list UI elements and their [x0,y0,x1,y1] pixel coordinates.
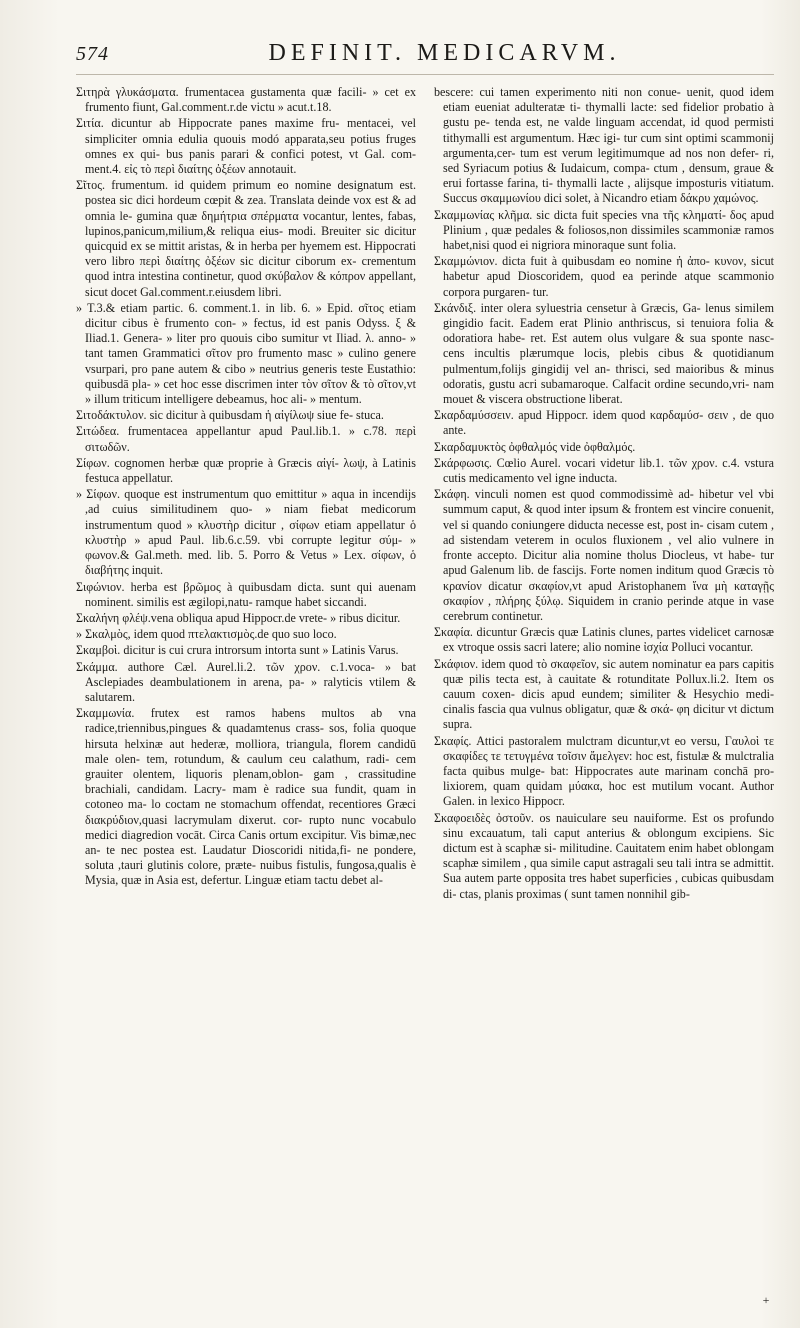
right-column [434,85,774,903]
dictionary-entry: Σκαμβοὶ. dicitur is cui crura introrsum intorta sunt » Latinis Varus. [76,643,399,658]
dictionary-entry: Σιτοδάκτυλον. sic dicitur à quibusdam ἡ αἰγίλωψ siue fe- stuca. [76,408,384,423]
dictionary-entry: Σιτώδεα. frumentacea appellantur apud Paul.lib.1. » c.78. περὶ σιτωδῶν. [76,424,416,454]
dictionary-entry: bescere: cui tamen experimento niti non conue- uenit, quod idem etiam eueniat adulteratæ ti- thymalli lacte: sed fidelior probatio à gustu pe- tenda est, ne valde linguam accendat, id quod permisti tithymalli est argumentum. Hæc igi- tur cum sint optimi scammonij argumenta,cer- tum est verum legitimumque ad nos non defer- ri, sed Syriacum potius & Iudaicum, compa- ctum , densum, graue & erui fortasse farina, ti- thymalli lacte , alijsque imposturis vitiatum. Succus σκαμμωνίου dici solet, à Nicandro etiam δάκρυ χαμώνος. [434,85,774,206]
dictionary-entry: Σκαμμωνία. frutex est ramos habens multos ab vna radice,triennibus,pingues & quadamtenus crass- sos, folia quoque hirsuta helxinæ aut hederæ, molliora, triangula, florem candidū male olen- tem, rotundum, & caulum ceu calathum, radi- cem grauiter olentem, liquoris plenam,oblon- gam , crassitudine brachiali, candidam. Lacry- mam è radice sua fundit, quam in cotoneo ma- lo coctam ne stomachum offendat, recentiores Græci διακρύδιον,quasi lacrymulam dixerut. cor- rupto nunc vocabulo medici diagredion vocāt. Circa Canis ortum excipitur. Vis bimæ,nec an- te nec postea est. Laudatur Dioscoridi nitida,fi- ne pondere, soluta ,tauri glutinis colore, præte- nuibus fistulis, fungosa,qualis è Mysia, quæ in Asia est, defertur. Linguæ etiam tactu debet al- [76,706,416,888]
dictionary-entry: Σκαμμώνιον. dicta fuit à quibusdam eo nomine ἡ ἀπο- κυνον, sicut habetur apud Dioscoridem, quod ea perinde atque scammonio corpora purgaren- tur. [434,254,774,299]
dictionary-entry: Σκαφία. dicuntur Græcis quæ Latinis clunes, partes videlicet carnosæ ex vtroque ossis sacri latere; alio nomine ἰσχία Polluci vocantur. [434,625,774,655]
dictionary-entry: Σίφων. cognomen herbæ quæ proprie à Græcis αἰγί- λωψ, à Latinis festuca appellatur. [76,455,416,486]
dictionary-entry: Σκάμμα. authore Cæl. Aurel.li.2. τῶν χρον. c.1.voca- » bat Asclepiades deambulationem in arena, pa- » ralyticis vtilem & salutarem. [76,659,416,704]
dictionary-entry: Σιφώνιον. herba est βρῶμος à quibusdam dicta. sunt qui auenam nominent. similis est ægilopi,natu- ramque habet siccandi. [76,579,416,609]
dictionary-entry: » Σίφων. quoque est instrumentum quo emittitur » aqua in incendijs ,ad cuius similitudinem quo- » niam fiebat medicorum instrumentum quod » κλυστὴρ dicitur , σίφων etiam appellatur ὁ κλυστὴρ » apud Paul. lib.6.c.59. vbi corrupte legitur σύμ- » φωνον.& Gal.meth. med. lib. 5. Porro & Vetus » Lex. σίφων, ὁ διαβήτης inquit. [76,487,416,578]
page-header [76,40,774,75]
dictionary-entry: Σκάφιον. idem quod τὸ σκαφεῖον, sic autem nominatur ea pars capitis quæ pilis tecta est, à cauitate & rotunditate Pollux.li.2. Item os cauum coxen- dicis apud eundem; similiter & Hesychio medi- cinalis fascia qua vulnus obligatur, quæ & σκά- φη dicitur vt dictum supra. [434,656,774,732]
text-columns [76,85,774,903]
catchword: + [761,1293,770,1307]
dictionary-entry: Σκαρδαμυκτὸς ὀφθαλμός vide ὀφθαλμός. [434,439,636,454]
page-number: 574 [76,43,109,65]
dictionary-entry: Σιτηρὰ γλυκάσματα. frumentacea gustamenta quæ facili- » cet ex frumento fiunt, Gal.comment.r.de victu » acut.t.18. [76,85,416,115]
dictionary-entry: Σκαφοειδὲς ὀστοῦν. os nauiculare seu nauiforme. Est os profundo sinu excauatum, tali caput anterius & oblongum excipiens. Sic dictum est à scaphæ si- militudine. Cauitatem enim habet oblongam scaphæ similem , qua simile caput astragali seu tali intra se admittit. Sua autem parte opposita tres habet superficies , cubicas quibusdam di- ctas, planis proximas ( sunt tamen nonnihil gib- [434,810,774,901]
dictionary-entry: Σκαλήνη φλέψ.vena obliqua apud Hippocr.de vrete- » ribus dicitur. [76,610,401,625]
dictionary-entry: Σκαμμωνίας κλῆμα. sic dicta fuit species vna τῆς κληματί- δος apud Plinium , quæ pedales & foliosos,non dissimiles scammoniæ ramos habet,nisi quod ei nigriora minoraque sunt folia. [434,207,774,253]
dictionary-entry: Σιτία. dicuntur ab Hippocrate panes maxime fru- mentacei, vel simpliciter omnia edulia quouis modó apparata,seu potius fruges omnes ex qui- bus panis parari & confici potest, vt Gal. com- ment.4. εἰς τὸ περὶ διαίτης ὀξέων annotauit. [76,116,416,177]
dictionary-entry: Σκάφη. vinculi nomen est quod commodissimè ad- hibetur vel vbi summum caput, & quod inter ipsum & frontem est vincire conuenit, vel si quando coniungere diducta necesse est, post in- cisam cutem , ad sistendam veterem in oculos fluxionem , vel alio vulnere in fronte accepto. Dicitur alia nomine tholus Diocleus, vt habe- tur apud Galenum lib. de fascijs. Forte nomen inditum quod Græcis τὸ κρανίον dicatur σκαφίον,vt apud Aristophanem ἵνα μὴ καταγῇς σκαφίον , πλήρης ξύλῳ. Siquidem in cranio perinde atque in vase cerebrum continetur. [434,487,774,623]
dictionary-entry: » T.3.& etiam partic. 6. comment.1. in lib. 6. » Epid. σῖτος etiam dicitur cibus è frumento con- » fectus, id est panis Odyss. ξ & Iliad.1. Genera- » liter pro quouis cibo sumitur vt Iliad. λ. anno- » tant tamen Grammatici σῖτον pro frumento masc » culino genere vsurpari, pro pane autem & cibo » neutrius generis teste Eustathio: quibusdā pla- » cet hoc esse discrimen inter τὸν σῖτον & τὸ σῖτον,vt » illum triticum intelligere debeamus, hoc ali- » mentum. [76,300,416,407]
dictionary-entry: » Σκαλμὸς, idem quod πτελακτισμὸς.de quo suo loco. [76,627,337,642]
dictionary-entry: Σκάρφωσις. Cœlio Aurel. vocari videtur lib.1. τῶν χρον. c.4. vstura cutis medicamento vel igne inducta. [434,455,774,486]
running-title: DEFINIT. MEDICARVM. [268,40,621,66]
dictionary-entry: Σκάνδιξ. inter olera syluestria censetur à Græcis, Ga- lenus similem gingidio facit. Eadem erat Plinio anthriscus, si tenuiora folia & odoratiora habe- ret. Est autem olus vulgare & sua sponte nasc- cens incultis plærumque locis, plebis cibus & quotidianum pulmentum,folijs gingidij vel an- thrisci, sed maioribus & minus odoratis, gustu acri subamaroque. Calfacit ordine secundo,vri- nam mouet & viscera obstructione liberat. [434,300,774,407]
dictionary-entry: Σῖτος. frumentum. id quidem primum eo nomine designatum est. postea sic dici hordeum cœpit & zea. Translata deinde vox est & ad omnia le- gumina quæ δημήτρια σπέρματα vocantur, lentes, fabas, lupinos,panicum,milium,& reliqua eius- modi. Breuiter sic dicitur quicquid ex se mittit aristas, & in herba per hyemem est. Hippocrati vero libro περὶ διαίτης ὀξέων sic dicitur ciborum ex- crementum quod intra intestina continetur, quod σκύβαλον & κόπρον appellant, sicut docet Gal.comment.r.eiusdem libri. [76,178,416,299]
dictionary-entry: Σκαρδαμύσσειν. apud Hippocr. idem quod καρδαμύσ- σειν , de quo ante. [434,408,774,438]
left-column [76,85,416,903]
dictionary-entry: Σκαφίς. Attici pastoralem mulctram dicuntur,vt eo versu, Γαυλοὶ τε σκαφίδες τε τετυγμένα τοῖσιν ἄμελγεν: hoc est, fistulæ & mulctralia facta quibus mulge- bat: Hippocrates aute marinam conchā pro- lixiorem, quam quidam μύακα, hoc est mutilum vocant. Author Galen. in lexico Hippocr. [434,733,774,809]
